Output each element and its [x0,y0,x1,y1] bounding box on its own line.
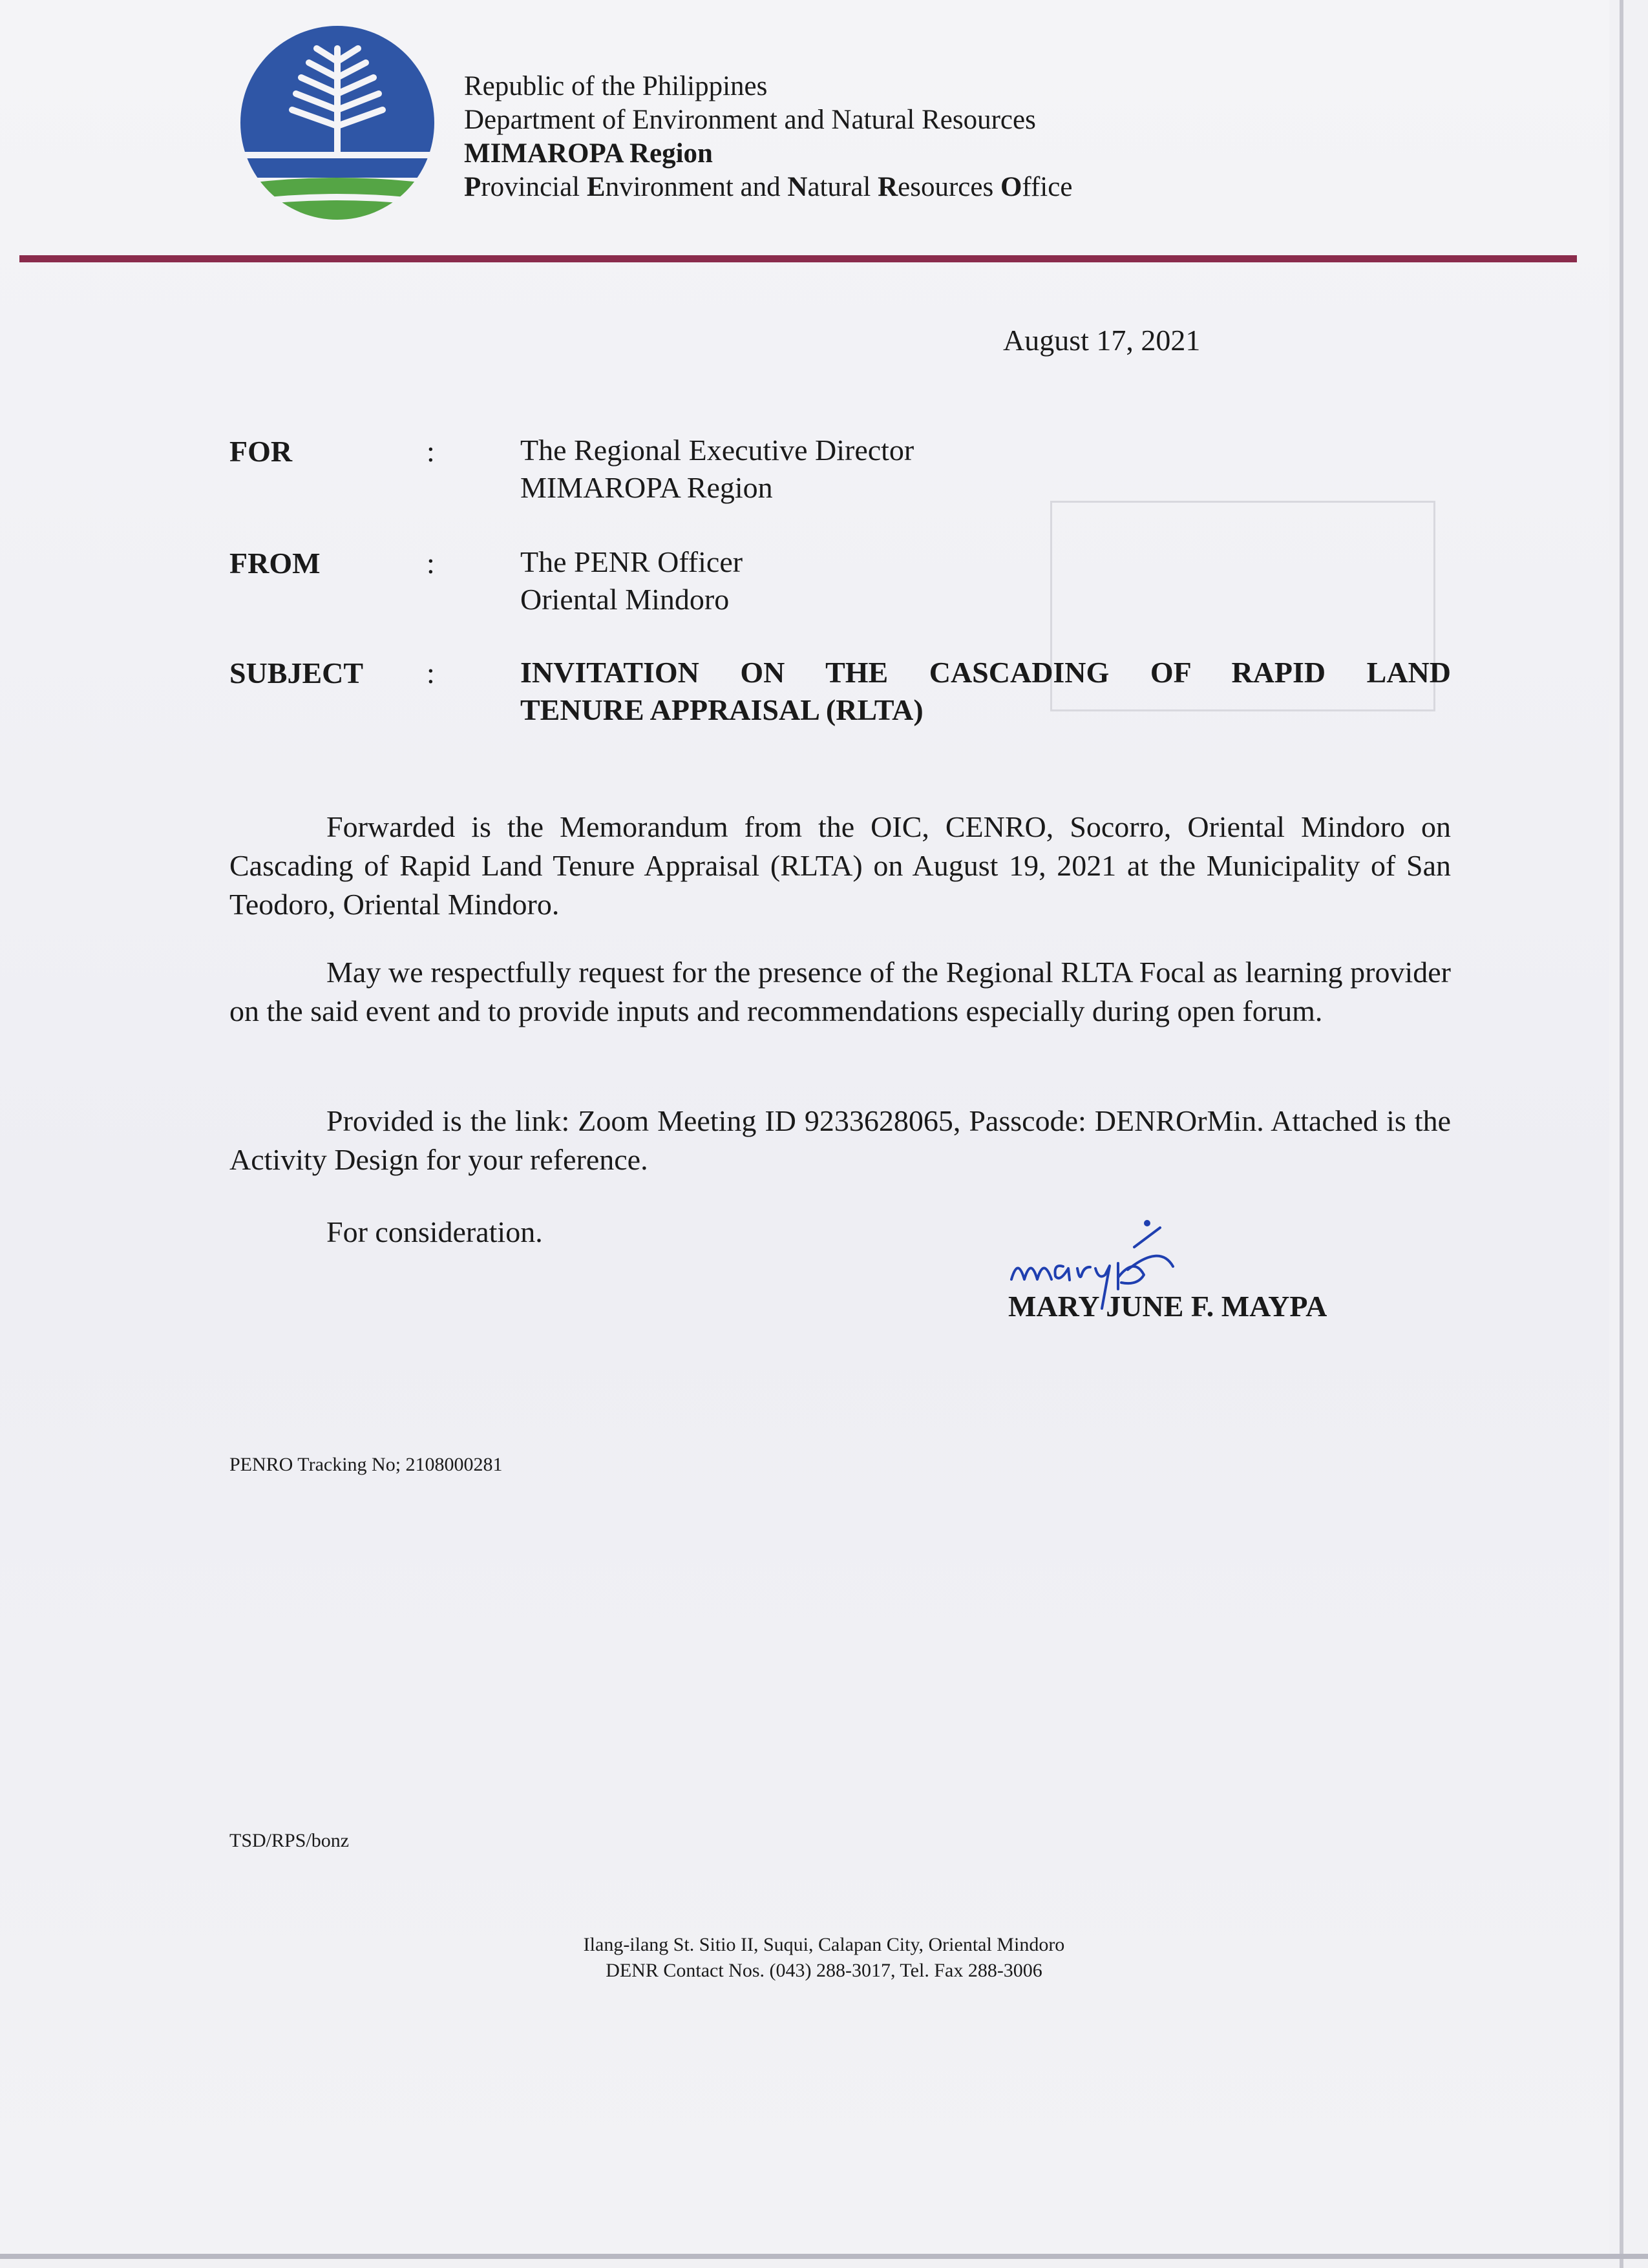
paper-edge-right [1620,0,1623,2268]
letterhead-republic: Republic of the Philippines [464,71,768,101]
reference-initials: TSD/RPS/bonz [229,1830,350,1851]
subject-line-2: TENURE APPRAISAL (RLTA) [520,693,924,726]
for-region: MIMAROPA Region [520,471,773,504]
paper-edge-bottom [0,2254,1648,2259]
body-paragraph-3: Provided is the link: Zoom Meeting ID 9233628065, Passcode: DENROrMin. Attached is the Activity Design for your reference. [229,1104,1451,1176]
for-label: FOR [229,435,293,468]
from-colon: : [427,547,435,580]
letterhead [464,70,1072,204]
denr-logo [239,23,436,223]
memo-date: August 17, 2021 [1003,324,1201,357]
letterhead-office: Provincial Environment and Natural Resources Office [464,172,1073,202]
from-value [520,543,743,618]
footer-address [0,1932,1648,1984]
for-recipient: The Regional Executive Director [520,434,914,467]
footer-line-2: DENR Contact Nos. (043) 288-3017, Tel. Fax 288-3006 [606,1960,1042,1981]
closing-line: For consideration. [326,1215,543,1248]
header-rule [19,255,1577,262]
body-paragraph-1: Forwarded is the Memorandum from the OIC, CENRO, Socorro, Oriental Mindoro on Cascading of Rapid Land Tenure Appraisal (RLTA) on August 19, 2021 at the Municipality of San Teodoro, Oriental Mindoro. [229,810,1451,921]
signatory-name: MARY JUNE F. MAYPA [1008,1290,1327,1323]
tracking-number: PENRO Tracking No; 2108000281 [229,1454,503,1475]
from-label: FROM [229,547,321,580]
letterhead-region: MIMAROPA Region [464,138,713,169]
letterhead-department: Department of Environment and Natural Resources [464,105,1036,135]
footer-line-1: Ilang-ilang St. Sitio II, Suqui, Calapan City, Oriental Mindoro [583,1934,1065,1955]
body-paragraph-2: May we respectfully request for the presence of the Regional RLTA Focal as learning provider on the said event and to provide inputs and recommendations especially during open forum. [229,956,1451,1027]
for-colon: : [427,435,435,468]
subject-colon: : [427,656,435,689]
subject-label: SUBJECT [229,656,364,689]
for-value [520,432,914,507]
subject-value [520,654,1451,729]
subject-line-1: INVITATION ON THE CASCADING OF RAPID LAND [520,656,1451,689]
from-sender: The PENR Officer [520,545,743,578]
from-province: Oriental Mindoro [520,583,730,616]
